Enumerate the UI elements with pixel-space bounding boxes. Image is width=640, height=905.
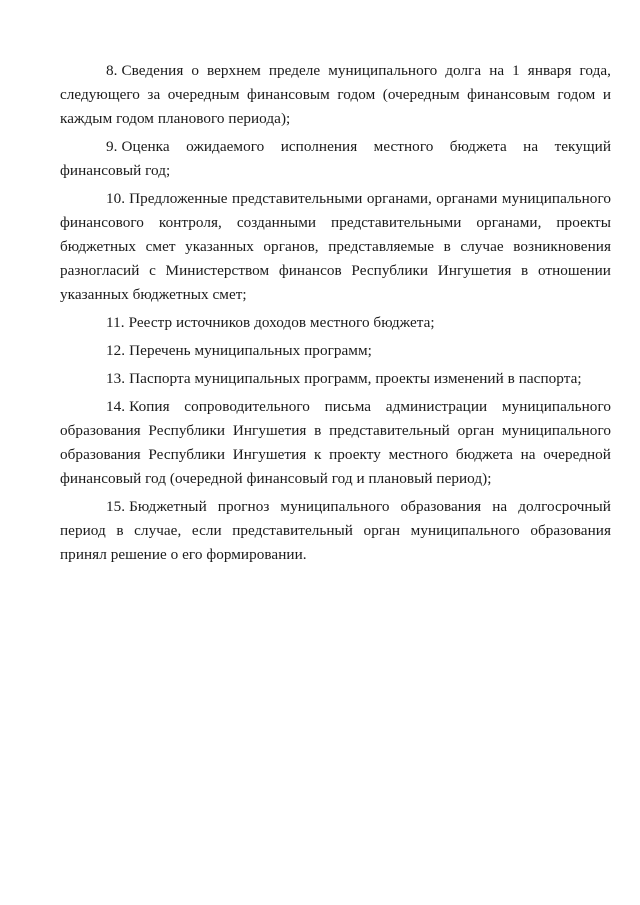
item-number: 15. [106, 498, 126, 515]
item-number: 12. [106, 342, 126, 359]
item-text: Копия сопроводительного письма администрации муниципального образования Республики Ингушетия в представительный орган муниципального образования Республики Ингушетия к проекту местного бюджета на очередной финансовый год (очередной финансовый год и плановый период); [60, 398, 611, 487]
item-number: 11. [106, 314, 125, 331]
item-number: 14. [106, 398, 126, 415]
list-item-11 [60, 311, 611, 335]
item-text: Перечень муниципальных программ; [129, 342, 372, 359]
list-item-12 [60, 339, 611, 363]
item-text: Предложенные представительными органами, органами муниципального финансового контроля, созданными представительными органами, проекты бюджетных смет указанных органов, представляемые в случае возникновения разногласий с Министерством финансов Республики Ингушетия в отношении указанных бюджетных смет; [60, 190, 611, 303]
item-number: 9. [106, 138, 118, 155]
list-item-15 [60, 495, 611, 567]
list-item-8 [60, 59, 611, 131]
list-item-13 [60, 367, 611, 391]
item-text: Реестр источников доходов местного бюджета; [128, 314, 435, 331]
list-item-9 [60, 135, 611, 183]
item-text: Паспорта муниципальных программ, проекты изменений в паспорта; [129, 370, 582, 387]
item-number: 13. [106, 370, 126, 387]
item-text: Оценка ожидаемого исполнения местного бюджета на текущий финансовый год; [60, 138, 611, 179]
item-text: Сведения о верхнем пределе муниципального долга на 1 января года, следующего за очередным финансовым годом (очередным финансовым годом и каждым годом планового периода); [60, 62, 611, 127]
list-item-10 [60, 187, 611, 307]
item-number: 8. [106, 62, 118, 79]
item-text: Бюджетный прогноз муниципального образования на долгосрочный период в случае, если представительный орган муниципального образования принял решение о его формировании. [60, 498, 611, 563]
list-item-14 [60, 395, 611, 491]
item-number: 10. [106, 190, 126, 207]
document-body [60, 59, 611, 571]
